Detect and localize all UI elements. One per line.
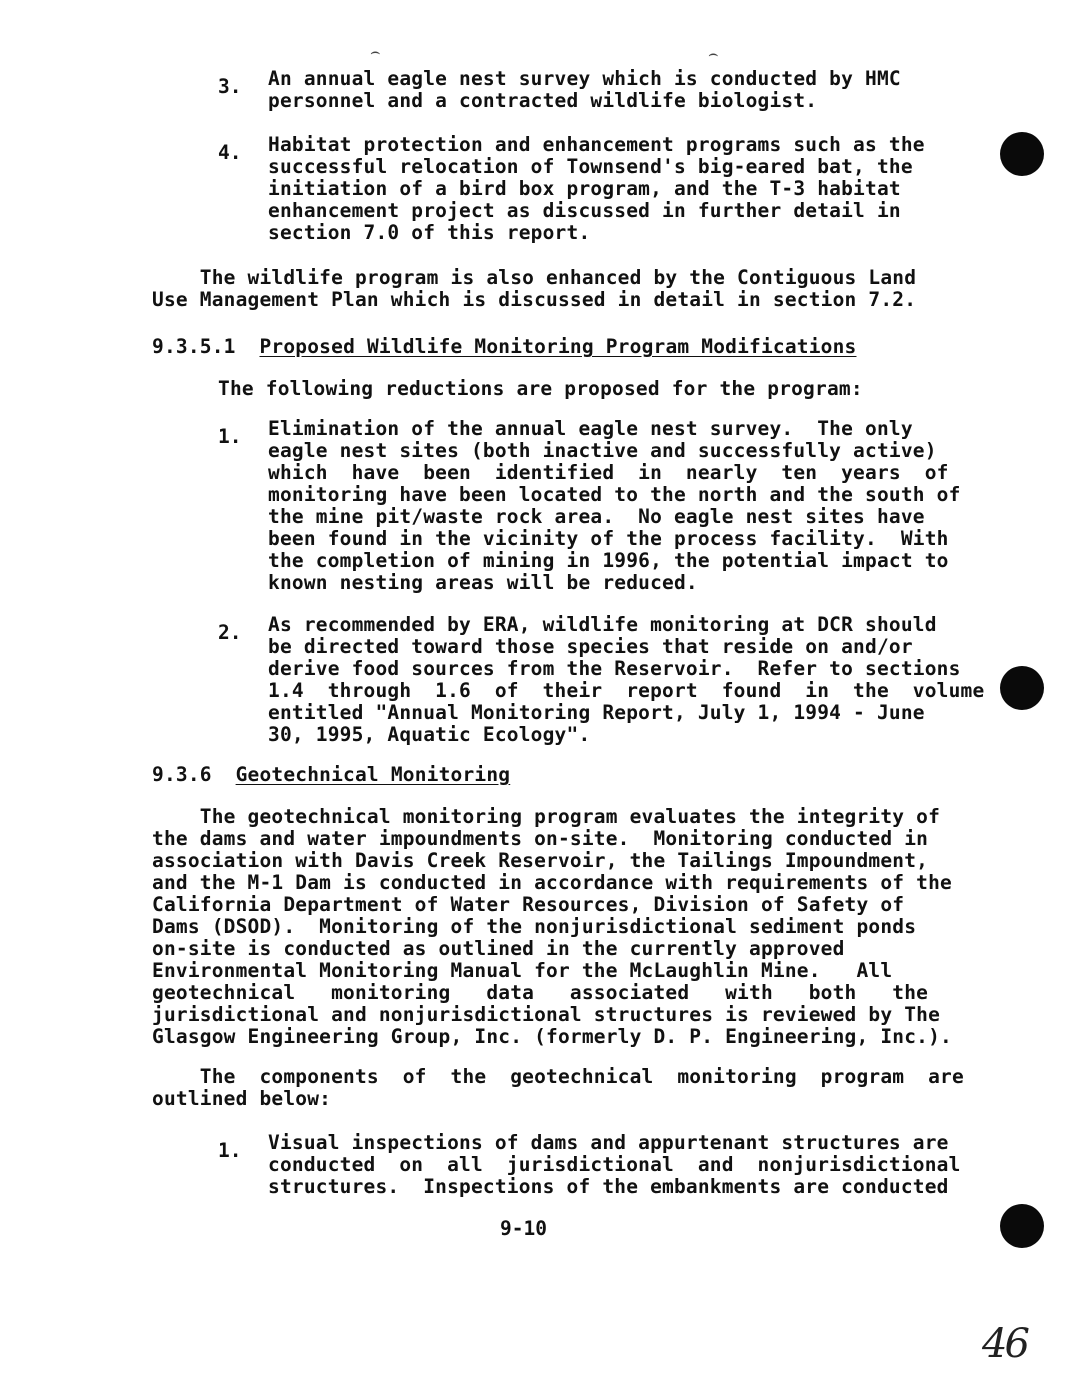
paragraph-geotechnical-components [152,1066,964,1110]
text-line: The geotechnical monitoring program evaluates the integrity of [152,805,941,828]
section-number: 9.3.6 [152,763,212,786]
text-line: California Department of Water Resources, Division of Safety of [152,893,905,916]
text-line: The wildlife program is also enhanced by the Contiguous Land [152,266,917,289]
text-line: be directed toward those species that reside on and/or [268,635,913,658]
text-line: eagle nest sites (both inactive and successfully active) [268,439,937,462]
list-item-eliminate-eagle-survey [268,418,961,594]
text-line: the mine pit/waste rock area. No eagle nest sites have [268,505,925,528]
text-line: Use Management Plan which is discussed in detail in section 7.2. [152,288,917,311]
text-line: The components of the geotechnical monitoring program are [152,1065,964,1088]
text-line: Environmental Monitoring Manual for the McLaughlin Mine. All [152,959,893,982]
section-title: Proposed Wildlife Monitoring Program Modifications [259,335,857,358]
text-line: association with Davis Creek Reservoir, the Tailings Impoundment, [152,849,929,872]
handwritten-page-mark: 46 [982,1321,1027,1367]
list-number: 3. [218,75,242,98]
list-number: 2. [218,621,242,644]
text-line: the completion of mining in 1996, the potential impact to [268,549,949,572]
text-line: Dams (DSOD). Monitoring of the nonjurisdictional sediment ponds [152,915,917,938]
text-line: on-site is conducted as outlined in the currently approved [152,937,845,960]
list-item-habitat-protection [268,134,925,244]
text-line: The following reductions are proposed for the program: [218,377,863,400]
section-number: 9.3.5.1 [152,335,236,358]
text-line: geotechnical monitoring data associated with both the [152,981,929,1004]
text-line: conducted on all jurisdictional and nonjurisdictional [268,1153,961,1176]
text-line: been found in the vicinity of the process facility. With [268,527,949,550]
text-line: enhancement project as discussed in further detail in [268,199,901,222]
section-title: Geotechnical Monitoring [235,763,511,786]
text-line: personnel and a contracted wildlife biologist. [268,89,818,112]
list-item-visual-inspections [268,1132,961,1198]
paragraph-geotechnical-program [152,806,952,1048]
text-line: Glasgow Engineering Group, Inc. (formerly D. P. Engineering, Inc.). [152,1025,952,1048]
text-line: 1.4 through 1.6 of their report found in the volume [268,679,985,702]
punch-hole-icon [1000,1204,1044,1248]
text-line: As recommended by ERA, wildlife monitoring at DCR should [268,613,937,636]
page-number: 9-10 [500,1217,547,1240]
list-item-era-recommendation [268,614,984,746]
text-line: successful relocation of Townsend's big-eared bat, the [268,155,913,178]
text-line: Elimination of the annual eagle nest survey. The only [268,417,913,440]
paragraph-contiguous-land [152,267,916,311]
punch-hole-icon [1000,132,1044,176]
text-line: An annual eagle nest survey which is conducted by HMC [268,67,901,90]
text-line: known nesting areas will be reduced. [268,571,698,594]
text-line: Habitat protection and enhancement programs such as the [268,133,925,156]
scan-mark-decoration: ⌢ [370,42,381,61]
text-line: entitled "Annual Monitoring Report, July 1, 1994 - June [268,701,925,724]
text-line: initiation of a bird box program, and the T-3 habitat [268,177,901,200]
reductions-intro [218,378,863,400]
text-line: 30, 1995, Aquatic Ecology". [268,723,591,746]
text-line: section 7.0 of this report. [268,221,591,244]
text-line: structures. Inspections of the embankments are conducted [268,1175,949,1198]
list-item-eagle-survey [268,68,901,112]
list-number: 1. [218,425,242,448]
list-number: 4. [218,141,242,164]
text-line: jurisdictional and nonjurisdictional structures is reviewed by The [152,1003,941,1026]
list-number: 1. [218,1139,242,1162]
text-line: derive food sources from the Reservoir. Refer to sections [268,657,961,680]
section-heading-936 [152,764,510,786]
punch-hole-icon [1000,666,1044,710]
text-line: outlined below: [152,1087,332,1110]
text-line: monitoring have been located to the north and the south of [268,483,961,506]
text-line: Visual inspections of dams and appurtenant structures are [268,1131,949,1154]
text-line: the dams and water impoundments on-site. Monitoring conducted in [152,827,929,850]
scan-mark-decoration: ⌢ [708,44,719,63]
text-line: which have been identified in nearly ten years of [268,461,949,484]
section-heading-9351 [152,336,856,358]
text-line: and the M-1 Dam is conducted in accordance with requirements of the [152,871,952,894]
